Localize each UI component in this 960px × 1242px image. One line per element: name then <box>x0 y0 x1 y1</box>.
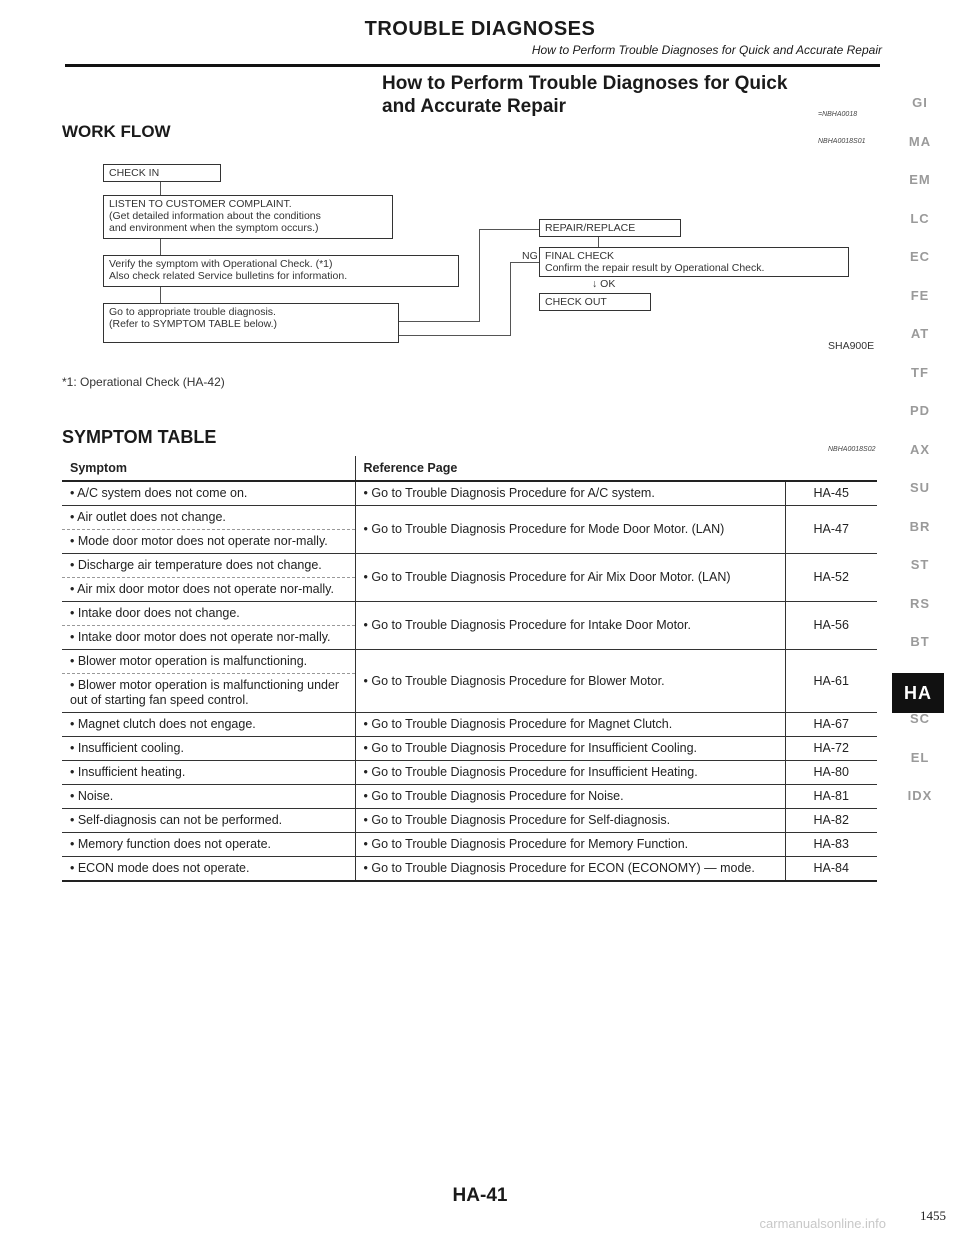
listen-line: and environment when the symptom occurs.) <box>109 222 319 234</box>
final-check-line: FINAL CHECK <box>545 250 615 262</box>
page-ref-cell: HA-61 <box>785 650 877 713</box>
page-header-subtitle: How to Perform Trouble Diagnoses for Quick and Accurate Repair <box>531 43 882 57</box>
page-ref-cell: HA-83 <box>785 833 877 857</box>
reference-cell: • Go to Trouble Diagnosis Procedure for Insufficient Cooling. <box>355 737 785 761</box>
flow-line <box>598 237 599 247</box>
table-row <box>62 737 877 761</box>
table-row <box>62 809 877 833</box>
page-ref-cell: HA-52 <box>785 554 877 602</box>
goto-line: (Refer to SYMPTOM TABLE below.) <box>109 318 278 330</box>
section-sub-code: NBHA0018S01 <box>818 138 866 145</box>
symptom-cell: • Air outlet does not change. <box>62 506 355 530</box>
index-tab-rs[interactable]: RS <box>909 595 931 611</box>
section-code: =NBHA0018 <box>818 111 858 118</box>
reference-cell: • Go to Trouble Diagnosis Procedure for Memory Function. <box>355 833 785 857</box>
index-tab-pd[interactable]: PD <box>909 403 931 418</box>
symptom-cell: • Insufficient heating. <box>62 761 355 785</box>
table-row <box>62 761 877 785</box>
flow-line <box>510 262 539 263</box>
index-tab-st[interactable]: ST <box>910 557 930 572</box>
index-tab-sc[interactable]: SC <box>909 711 931 726</box>
verify-box <box>103 255 459 287</box>
flow-line <box>160 239 161 255</box>
symptom-cell: • Blower motor operation is malfunctioning under out of starting fan speed control. <box>62 674 355 713</box>
listen-box <box>103 195 393 239</box>
index-tab-br[interactable]: BR <box>909 518 931 534</box>
symptom-cell: • Intake door motor does not operate nor-mally. <box>62 626 355 650</box>
table-row <box>62 554 877 578</box>
flow-line <box>160 182 161 195</box>
symptom-cell: • Self-diagnosis can not be performed. <box>62 809 355 833</box>
index-tab-fe[interactable]: FE <box>910 287 930 303</box>
table-row <box>62 713 877 737</box>
index-tab-idx[interactable]: IDX <box>907 788 933 803</box>
reference-cell: • Go to Trouble Diagnosis Procedure for Insufficient Heating. <box>355 761 785 785</box>
index-tab-el[interactable]: EL <box>910 749 930 765</box>
table-row <box>62 481 877 506</box>
symptom-table-body <box>62 481 877 881</box>
flow-line <box>399 335 510 336</box>
final-check-line: Confirm the repair result by Operational Check. <box>545 262 765 274</box>
symptom-table <box>62 456 877 882</box>
page-ref-cell: HA-67 <box>785 713 877 737</box>
symptom-cell: • ECON mode does not operate. <box>62 857 355 882</box>
section-title-line2: and Accurate Repair <box>382 96 567 117</box>
corner-number: 1455 <box>920 1208 946 1223</box>
workflow-footnote: *1: Operational Check (HA-42) <box>62 375 225 389</box>
goto-box <box>103 303 399 343</box>
reference-cell: • Go to Trouble Diagnosis Procedure for ECON (ECONOMY) — mode. <box>355 857 785 882</box>
index-tab-bt[interactable]: BT <box>910 634 930 649</box>
table-row <box>62 650 877 674</box>
section-title-line1: How to Perform Trouble Diagnoses for Quick <box>382 73 788 94</box>
symptom-cell: • Magnet clutch does not engage. <box>62 713 355 737</box>
ok-text: OK <box>600 278 616 290</box>
listen-line: (Get detailed information about the conditions <box>109 210 321 222</box>
verify-line: Also check related Service bulletins for information. <box>109 270 348 282</box>
header-rule <box>65 64 880 67</box>
flow-line <box>160 287 161 303</box>
index-tab-ec[interactable]: EC <box>909 249 931 264</box>
reference-cell: • Go to Trouble Diagnosis Procedure for Magnet Clutch. <box>355 713 785 737</box>
ok-label: ↓ OK <box>592 278 616 290</box>
final-check-box <box>539 247 849 277</box>
index-tab-gi[interactable]: GI <box>912 95 928 110</box>
index-tab-tf[interactable]: TF <box>911 364 929 380</box>
table-row <box>62 602 877 626</box>
reference-cell: • Go to Trouble Diagnosis Procedure for Blower Motor. <box>355 650 785 713</box>
index-tab-su[interactable]: SU <box>909 480 931 495</box>
symptom-cell: • Mode door motor does not operate nor-mally. <box>62 530 355 554</box>
figure-id: SHA900E <box>828 340 875 352</box>
reference-cell: • Go to Trouble Diagnosis Procedure for Self-diagnosis. <box>355 809 785 833</box>
symptom-cell: • Discharge air temperature does not change. <box>62 554 355 578</box>
check-in-box: CHECK IN <box>103 164 221 182</box>
flow-line <box>479 229 480 322</box>
goto-line: Go to appropriate trouble diagnosis. <box>109 306 276 318</box>
page-ref-cell: HA-56 <box>785 602 877 650</box>
index-tab-em[interactable]: EM <box>909 172 931 187</box>
table-row <box>62 833 877 857</box>
page-ref-cell: HA-81 <box>785 785 877 809</box>
table-row <box>62 506 877 530</box>
symptom-table-code: NBHA0018S02 <box>828 446 876 453</box>
col-symptom-header: Symptom <box>62 456 355 481</box>
page-ref-cell: HA-47 <box>785 506 877 554</box>
table-row <box>62 785 877 809</box>
reference-cell: • Go to Trouble Diagnosis Procedure for A/C system. <box>355 481 785 506</box>
flow-line <box>479 229 539 230</box>
index-tab-ax[interactable]: AX <box>909 441 931 457</box>
table-row <box>62 857 877 882</box>
index-tab-ma[interactable]: MA <box>908 133 932 149</box>
page-ref-cell: HA-45 <box>785 481 877 506</box>
repair-box: REPAIR/REPLACE <box>539 219 681 237</box>
page-ref-cell: HA-82 <box>785 809 877 833</box>
reference-cell: • Go to Trouble Diagnosis Procedure for Intake Door Motor. <box>355 602 785 650</box>
page-ref-cell: HA-80 <box>785 761 877 785</box>
symptom-cell: • A/C system does not come on. <box>62 481 355 506</box>
index-tab-ha[interactable]: HA <box>892 673 944 713</box>
symptom-cell: • Memory function does not operate. <box>62 833 355 857</box>
reference-cell: • Go to Trouble Diagnosis Procedure for Mode Door Motor. (LAN) <box>355 506 785 554</box>
check-out-box: CHECK OUT <box>539 293 651 311</box>
flow-line <box>399 321 479 322</box>
flow-line <box>510 262 511 336</box>
reference-cell: • Go to Trouble Diagnosis Procedure for Air Mix Door Motor. (LAN) <box>355 554 785 602</box>
listen-line: LISTEN TO CUSTOMER COMPLAINT. <box>109 198 292 210</box>
page-header-title: TROUBLE DIAGNOSES <box>364 18 596 40</box>
watermark: carmanualsonline.info <box>759 1216 886 1231</box>
verify-line: Verify the symptom with Operational Check. (*1) <box>109 258 333 270</box>
page-ref-cell: HA-84 <box>785 857 877 882</box>
ng-label: NG <box>522 250 538 262</box>
symptom-table-heading: SYMPTOM TABLE <box>62 427 217 447</box>
index-tab-at[interactable]: AT <box>910 326 930 341</box>
page-number: HA-41 <box>452 1185 508 1206</box>
symptom-cell: • Blower motor operation is malfunctioning. <box>62 650 355 674</box>
reference-cell: • Go to Trouble Diagnosis Procedure for Noise. <box>355 785 785 809</box>
col-reference-header: Reference Page <box>355 456 877 481</box>
symptom-cell: • Insufficient cooling. <box>62 737 355 761</box>
page-ref-cell: HA-72 <box>785 737 877 761</box>
symptom-cell: • Air mix door motor does not operate nor-mally. <box>62 578 355 602</box>
symptom-cell: • Noise. <box>62 785 355 809</box>
symptom-cell: • Intake door does not change. <box>62 602 355 626</box>
index-tab-lc[interactable]: LC <box>910 210 930 226</box>
workflow-heading: WORK FLOW <box>62 122 171 141</box>
